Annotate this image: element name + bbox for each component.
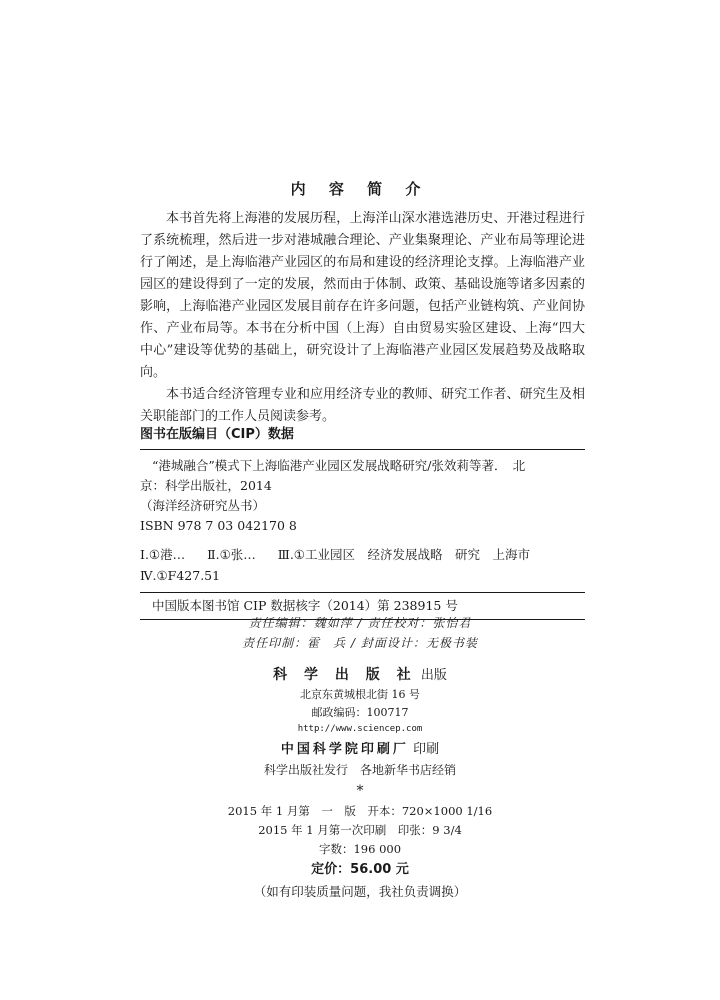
printer-line	[0, 740, 720, 760]
word-count: 字数：196 000	[318, 842, 402, 856]
summary-paragraph-1: 本书首先将上海港的发展历程，上海洋山深水港选港历史、开港过程进行了系统梳理，然后进一步对港城融合理论、产业集聚理论、产业布局等理论进行了阐述，是上海临港产业园区的布局和建设的经济理论支撑。上海临港产业园区的建设得到了一定的发展，然而由于体制、政策、基础设施等诸多因素的影响，上海临港产业园区发展目前存在许多问题，包括产业链构筑、产业间协作、产业布局等。本书在分析中国（上海）自由贸易实验区建设、上海“四大中心”建设等优势的基础上，研究设计了上海临港产业园区发展趋势及战略取向。	[140, 211, 585, 380]
cip-record-number: 中国版本图书馆 CIP 数据核字（2014）第 238915 号	[140, 592, 585, 620]
summary-title: 内 容 简 介	[290, 180, 430, 198]
cip-line-title: “港城融合”模式下上海临港产业园区发展战略研究/张效莉等著． 北	[152, 458, 526, 473]
cip-classification	[140, 544, 585, 586]
cip-class-row-2	[140, 565, 585, 586]
print-credits: 责任印制：霍 兵 / 封面设计：无极书装	[242, 636, 478, 650]
quality-notice: （如有印装质量问题，我社负责调换）	[253, 884, 467, 899]
cip-class-i: Ⅰ.①港…	[140, 547, 186, 562]
publisher-address: 北京东黄城根北街 16 号	[300, 688, 420, 701]
distribution-line: 科学出版社发行 各地新华书店经销	[263, 763, 456, 777]
price: 定价：56.00 元	[311, 862, 409, 877]
publisher-postcode: 邮政编码：100717	[311, 706, 409, 719]
summary-body	[140, 208, 585, 428]
cip-line-isbn: ISBN 978 7 03 042170 8	[140, 518, 297, 533]
publisher-url: http://www.sciencep.com	[297, 724, 423, 734]
printer-suffix: 印刷	[413, 742, 440, 757]
cip-class-ii: Ⅱ.①张…	[207, 547, 256, 562]
cip-line-series: （海洋经济研究丛书）	[140, 498, 266, 513]
cip-data-block	[140, 425, 585, 620]
printing-line: 2015 年 1 月第一次印刷 印张：9 3/4	[258, 823, 462, 837]
editor-credits: 责任编辑：魏如萍 / 责任校对：张怡君	[248, 616, 472, 630]
cip-heading: 图书在版编目（CIP）数据	[140, 425, 585, 450]
cip-class-iii: Ⅲ.①工业园区 经济发展战略 研究 上海市	[277, 547, 531, 562]
cip-class-row-1	[140, 544, 585, 565]
publisher-suffix: 出版	[420, 668, 447, 683]
cip-description	[140, 456, 585, 536]
cip-line-publisher: 京：科学出版社，2014	[140, 478, 272, 493]
edition-line: 2015 年 1 月第 一 版 开本：720×1000 1/16	[227, 804, 493, 818]
credits-block	[0, 613, 720, 903]
separator-star: *	[356, 783, 364, 799]
cip-class-iv: Ⅳ.①F427.51	[140, 568, 221, 583]
printer-name: 中国科学院印刷厂	[280, 742, 409, 757]
summary-paragraph-2: 本书适合经济管理专业和应用经济专业的教师、研究工作者、研究生及相关职能部门的工作人员阅读参考。	[140, 387, 585, 424]
publisher-name: 科 学 出 版 社	[273, 667, 417, 683]
publisher-line	[0, 665, 720, 686]
